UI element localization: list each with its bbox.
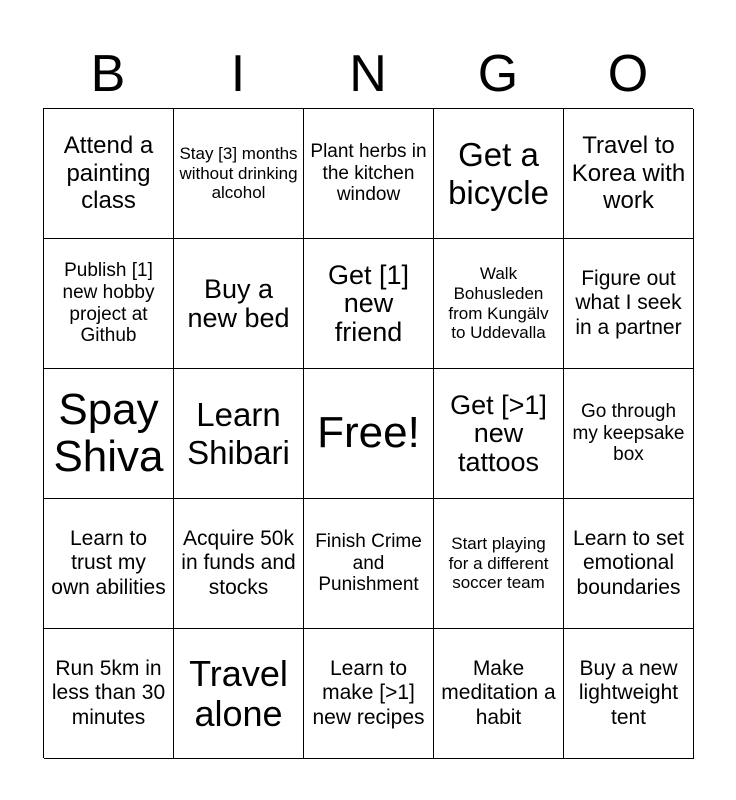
bingo-cell[interactable]: Figure out what I seek in a partner [564,239,694,369]
bingo-cell[interactable]: Start playing for a different soccer team [434,499,564,629]
bingo-cell[interactable]: Go through my keepsake box [564,369,694,499]
header-letter-i: I [230,45,246,103]
bingo-cell[interactable]: Finish Crime and Punishment [304,499,434,629]
bingo-cell[interactable]: Stay [3] months without drinking alcohol [174,109,304,239]
bingo-cell[interactable]: Publish [1] new hobby project at Github [44,239,174,369]
bingo-cell[interactable]: Get [>1] new tattoos [434,369,564,499]
bingo-cell[interactable]: Run 5km in less than 30 minutes [44,629,174,759]
header-letter-n: N [349,45,387,103]
bingo-cell[interactable]: Attend a painting class [44,109,174,239]
bingo-cell[interactable]: Learn to make [>1] new recipes [304,629,434,759]
bingo-cell[interactable]: Learn Shibari [174,369,304,499]
header-letter-g: G [477,45,519,103]
bingo-cell[interactable]: Make meditation a habit [434,629,564,759]
bingo-cell[interactable]: Get [1] new friend [304,239,434,369]
bingo-cell[interactable]: Buy a new lightweight tent [564,629,694,759]
bingo-cell[interactable]: Acquire 50k in funds and stocks [174,499,304,629]
bingo-cell[interactable]: Travel alone [174,629,304,759]
bingo-cell[interactable]: Spay Shiva [44,369,174,499]
bingo-cell[interactable]: Travel to Korea with work [564,109,694,239]
bingo-cell[interactable]: Buy a new bed [174,239,304,369]
bingo-cell[interactable]: Get a bicycle [434,109,564,239]
header-letter-o: O [607,45,649,103]
header-letter-b: B [90,45,126,103]
bingo-cell[interactable]: Learn to trust my own abilities [44,499,174,629]
bingo-cell[interactable]: Plant herbs in the kitchen window [304,109,434,239]
bingo-cell[interactable]: Learn to set emotional boundaries [564,499,694,629]
free-space-cell[interactable]: Free! [304,369,434,499]
bingo-grid [43,108,693,758]
bingo-header [43,40,693,108]
bingo-cell[interactable]: Walk Bohusleden from Kungälv to Uddevalla [434,239,564,369]
